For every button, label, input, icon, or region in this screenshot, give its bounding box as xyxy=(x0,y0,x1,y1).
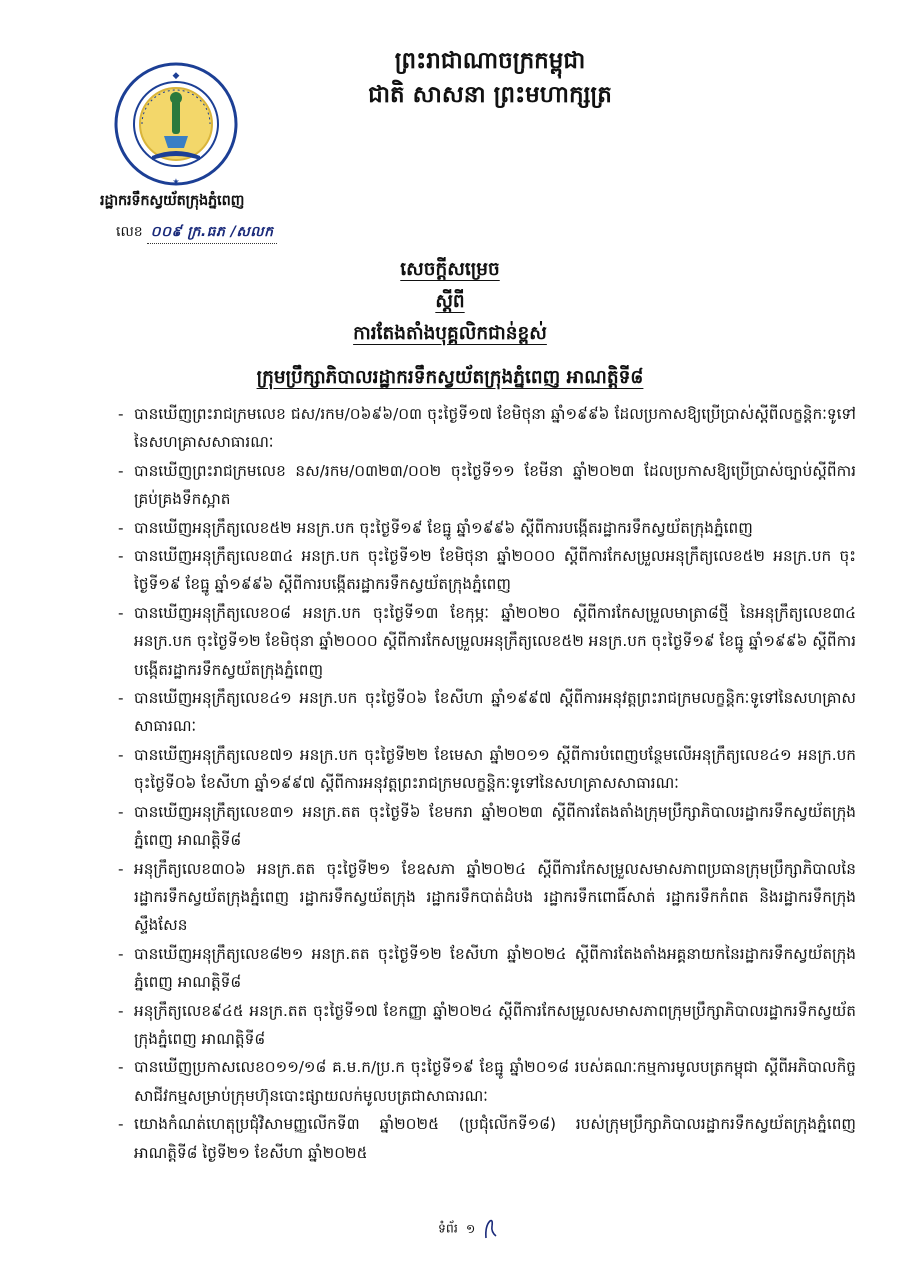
organization-logo xyxy=(112,60,240,188)
title-subject: ការតែងតាំងបុគ្គលិកជាន់ខ្ពស់ xyxy=(353,323,547,344)
list-item: - បានឃើញអនុក្រឹត្យលេខ៣៤ អនក្រ.បក ចុះថ្ងៃទី១២ ខែមិថុនា ឆ្នាំ២០០០ ស្តីពីការកែសម្រួលអនុក្រឹត្យលេខ៥២ អនក្រ.បក ចុះថ្ងៃទី១៩ ខែធ្នូ ឆ្នាំ១៩៩៦ ស្តីពីការបង្កើតរដ្ឋាករទឹកស្វយ័តក្រុងភ្នំពេញ xyxy=(118,547,856,594)
title-decision: សេចក្តីសម្រេច xyxy=(400,259,500,280)
preamble-list xyxy=(116,400,856,1167)
kingdom-line-2: ជាតិ សាសនា ព្រះមហាក្សត្រ xyxy=(368,82,612,108)
svg-text:★: ★ xyxy=(172,177,180,186)
list-item: - អនុក្រឹត្យលេខ៣០៦ អនក្រ.តត ចុះថ្ងៃទី២១ ខែឧសភា ឆ្នាំ២០២៤ ស្តីពីការកែសម្រួលសមាសភាពប្រធានក្រុមប្រឹក្សាភិបាលនៃរដ្ឋាករទឹកស្វយ័តក្រុងភ្នំពេញ រដ្ឋាករទឹកស្វយ័តក្រុង រដ្ឋាករទឹកបាត់ដំបង រដ្ឋាករទឹកពោធិ៍សាត់ រដ្ឋាករទឹកកំពត និងរដ្ឋាករទឹកក្រុងស្ទឹងសែន xyxy=(118,859,856,935)
board-heading: ក្រុមប្រឹក្សាភិបាលរដ្ឋាករទឹកស្វយ័តក្រុងភ្នំពេញ អាណត្តិទី៨ xyxy=(256,367,644,388)
reference-number xyxy=(116,222,277,244)
reference-value: ០០៩ ក្រ.ធភ /សលក xyxy=(147,222,278,244)
page-number: ១ xyxy=(465,1220,476,1236)
svg-text:◆: ◆ xyxy=(172,71,180,81)
handwritten-initial-icon xyxy=(483,1218,499,1240)
list-item: - បានឃើញអនុក្រឹត្យលេខ៤១ អនក្រ.បក ចុះថ្ងៃទី០៦ ខែសីហា ឆ្នាំ១៩៩៧ ស្តីពីការអនុវត្តព្រះរាជក្រមលក្ខន្តិកៈទូទៅនៃសហគ្រាសសាធារណៈ xyxy=(118,689,856,736)
document-titles xyxy=(120,254,780,393)
title-regarding: ស្តីពី xyxy=(435,291,465,312)
list-item: - បានឃើញអនុក្រឹត្យលេខ០៨ អនក្រ.បក ចុះថ្ងៃទី១៣ ខែកុម្ភៈ ឆ្នាំ២០២០ ស្តីពីការកែសម្រួលមាត្រា៨ថ្មី នៃអនុក្រឹត្យលេខ៣៤ អនក្រ.បក ចុះថ្ងៃទី១២ ខែមិថុនា ឆ្នាំ២០០០ ស្តីពីការកែសម្រួលអនុក្រឹត្យលេខ៥២ អនក្រ.បក ចុះថ្ងៃទី១៩ ខែធ្នូ ឆ្នាំ១៩៩៦ ស្តីពីការបង្កើតរដ្ឋាករទឹកស្វយ័តក្រុងភ្នំពេញ xyxy=(118,603,856,679)
reference-label: លេខ xyxy=(116,224,143,240)
list-item: - បានឃើញអនុក្រឹត្យលេខ៨២១ អនក្រ.តត ចុះថ្ងៃទី១២ ខែសីហា ឆ្នាំ២០២៤ ស្តីពីការតែងតាំងអគ្គនាយកនៃរដ្ឋាករទឹកស្វយ័តក្រុងភ្នំពេញ អាណត្តិទី៨ xyxy=(118,944,856,992)
organization-name: រដ្ឋាករទឹកស្វយ័តក្រុងភ្នំពេញ xyxy=(100,193,245,209)
list-item: - បានឃើញអនុក្រឹត្យលេខ៥២ អនក្រ.បក ចុះថ្ងៃទី១៩ ខែធ្នូ ឆ្នាំ១៩៩៦ ស្តីពីការបង្កើតរដ្ឋាករទឹកស្វយ័តក្រុងភ្នំពេញ xyxy=(118,518,753,537)
list-item: - បានឃើញព្រះរាជក្រមលេខ ជស/រកម/០៦៩៦/០៣ ចុះថ្ងៃទី១៧ ខែមិថុនា ឆ្នាំ១៩៩៦ ដែលប្រកាសឱ្យប្រើប្រាស់ស្តីពីលក្ខន្តិកៈទូទៅនៃសហគ្រាសសាធារណៈ xyxy=(118,405,856,452)
list-item: - បានឃើញអនុក្រឹត្យលេខ៧១ អនក្រ.បក ចុះថ្ងៃទី២២ ខែមេសា ឆ្នាំ២០១១ ស្តីពីការបំពេញបន្ថែមលើអនុក្រឹត្យលេខ៤១ អនក្រ.បក ចុះថ្ងៃទី០៦ ខែសីហា ឆ្នាំ១៩៩៧ ស្តីពីការអនុវត្តព្រះរាជក្រមលក្ខន្តិកៈទូទៅនៃសហគ្រាសសាធារណៈ xyxy=(118,745,856,793)
list-item: - បានឃើញព្រះរាជក្រមលេខ នស/រកម/០៣២៣/០០២ ចុះថ្ងៃទី១១ ខែមីនា ឆ្នាំ២០២៣ ដែលប្រកាសឱ្យប្រើប្រាស់ច្បាប់ស្តីពីការគ្រប់គ្រងទឹកស្អាត xyxy=(118,461,856,509)
list-item: - បានឃើញអនុក្រឹត្យលេខ៣១ អនក្រ.តត ចុះថ្ងៃទី៦ ខែមករា ឆ្នាំ២០២៣ ស្តីពីការតែងតាំងក្រុមប្រឹក្សាភិបាលរដ្ឋាករទឹកស្វយ័តក្រុងភ្នំពេញ អាណត្តិទី៨ xyxy=(118,802,856,850)
kingdom-line-1: ព្រះរាជាណាចក្រកម្ពុជា xyxy=(394,48,586,74)
list-item: - យោងកំណត់ហេតុប្រជុំវិសាមញ្ញលើកទី៣ ឆ្នាំ២០២៥ (ប្រជុំលើកទី១៨) របស់ក្រុមប្រឹក្សាភិបាលរដ្ឋាករទឹកស្វយ័តក្រុងភ្នំពេញអាណត្តិទី៨ ថ្ងៃទី២១ ខែសីហា ឆ្នាំ២០២៥ xyxy=(118,1115,856,1162)
page-footer xyxy=(438,1218,499,1240)
list-item: - បានឃើញប្រកាសលេខ០១១/១៨ គ.ម.ក/ប្រ.ក ចុះថ្ងៃទី១៩ ខែធ្នូ ឆ្នាំ២០១៨ របស់គណៈកម្មការមូលបត្រកម្ពុជា ស្តីពីអភិបាលកិច្ចសាជីវកម្មសម្រាប់ក្រុមហ៊ុនបោះផ្សាយលក់មូលបត្រជាសាធារណៈ xyxy=(118,1058,856,1105)
list-item: - អនុក្រឹត្យលេខ៩៤៥ អនក្រ.តត ចុះថ្ងៃទី១៧ ខែកញ្ញា ឆ្នាំ២០២៤ ស្តីពីការកែសម្រួលសមាសភាពក្រុមប្រឹក្សាភិបាលរដ្ឋាករទឹកស្វយ័តក្រុងភ្នំពេញ អាណត្តិទី៨ xyxy=(118,1001,856,1048)
kingdom-header xyxy=(300,44,680,112)
page-label: ទំព័រ xyxy=(438,1220,458,1236)
